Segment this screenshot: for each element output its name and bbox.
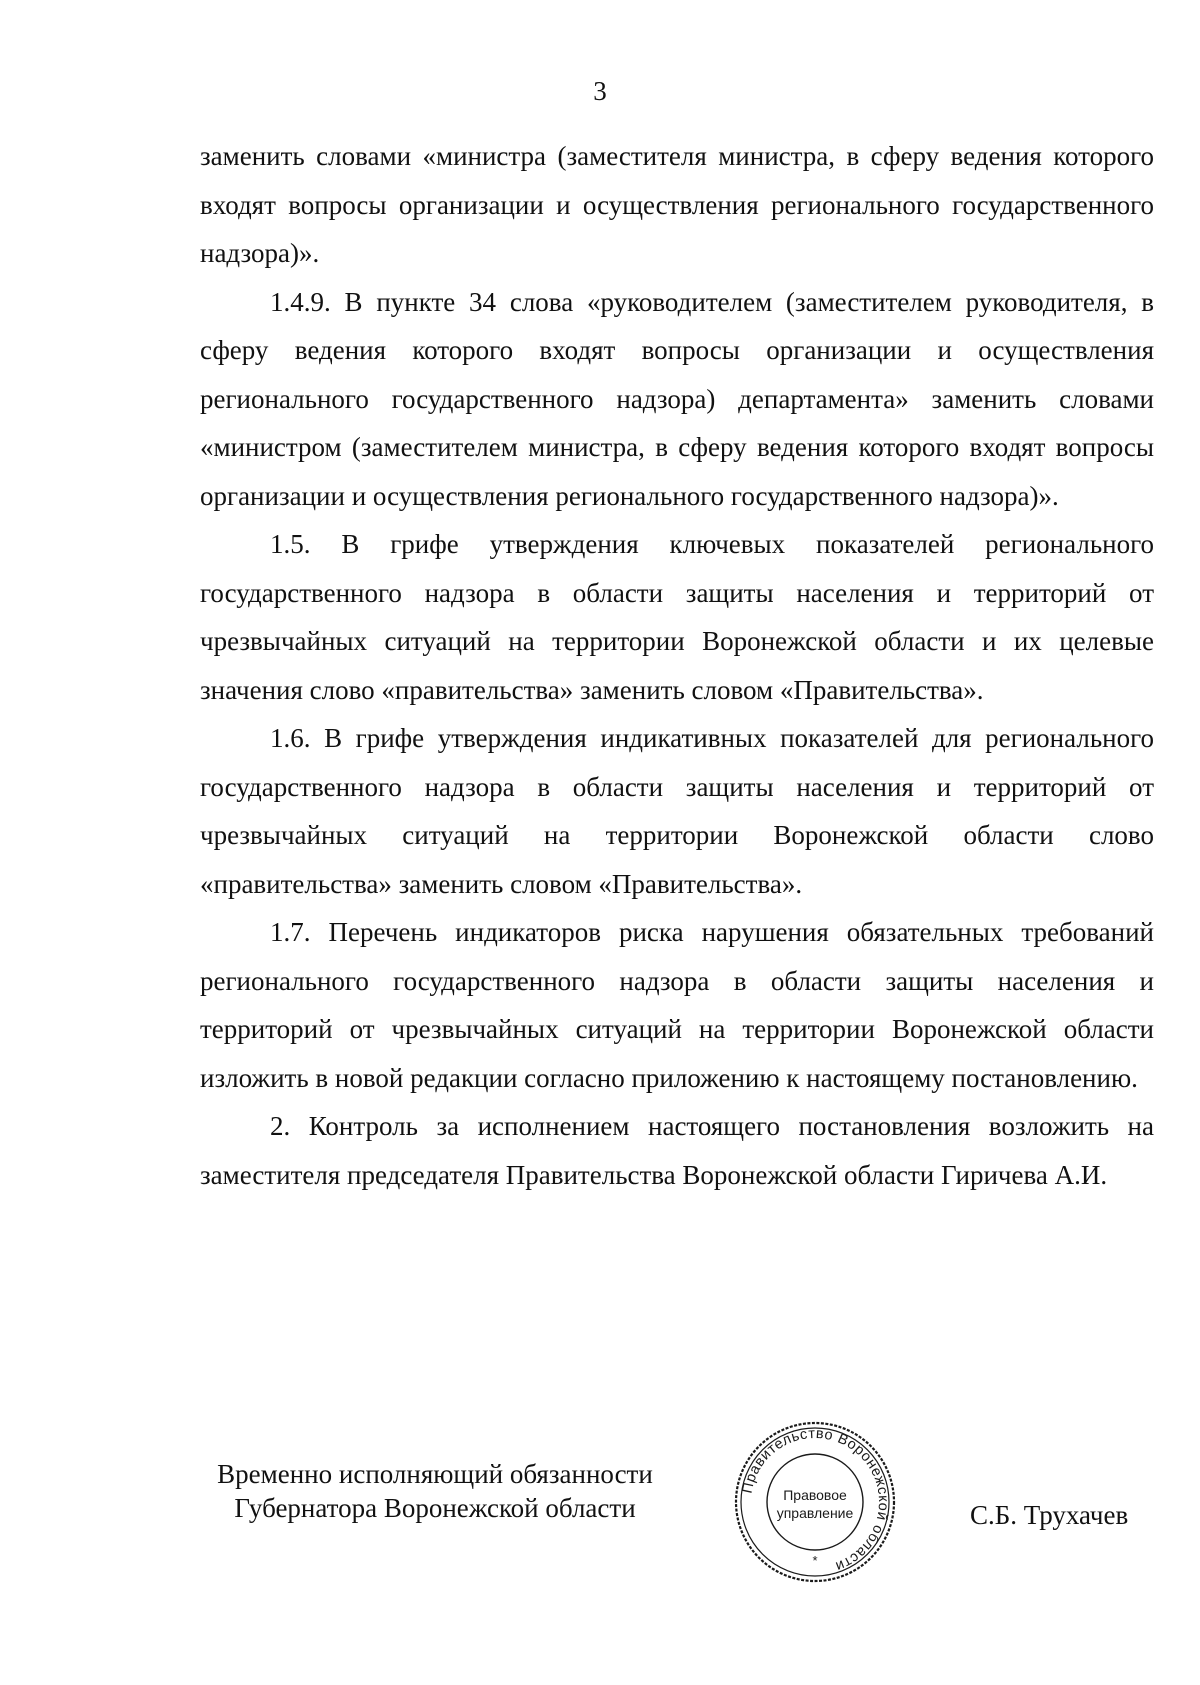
document-body xyxy=(200,132,1154,1199)
official-stamp xyxy=(733,1420,897,1584)
paragraph-1-4-9: 1.4.9. В пункте 34 слова «руководителем (заместителем руководителя, в сферу ведения которого входят вопросы организации и осуществления регионального государственного надзора) департамента» заменить словами «министром (заместителем министра, в сферу ведения которого входят вопросы организации и осуществления регионального государственного надзора)». xyxy=(200,286,1154,511)
paragraph-continuation: заменить словами «министра (заместителя министра, в сферу ведения которого входят вопросы организации и осуществления регионального государственного надзора)». xyxy=(200,141,1154,268)
signatory-name: С.Б. Трухачев xyxy=(970,1500,1129,1530)
page-number: 3 xyxy=(593,76,607,106)
signatory-position-line-1: Временно исполняющий обязанности xyxy=(217,1459,653,1489)
paragraph-1-7: 1.7. Перечень индикаторов риска нарушения обязательных требований регионального государственного надзора в области защиты населения и территорий от чрезвычайных ситуаций на территории Воронежской области изложить в новой редакции согласно приложению к настоящему постановлению. xyxy=(200,917,1154,1093)
signatory-position xyxy=(200,1457,670,1525)
stamp-star: * xyxy=(812,1553,818,1568)
paragraph-2: 2. Контроль за исполнением настоящего постановления возложить на заместителя председателя Правительства Воронежской области Гиричева А.И. xyxy=(200,1111,1154,1190)
signatory-position-line-2: Губернатора Воронежской области xyxy=(234,1493,636,1523)
stamp-ring-text: Правительство Воронежской области xyxy=(739,1425,892,1575)
paragraph-1-5: 1.5. В грифе утверждения ключевых показателей регионального государственного надзора в области защиты населения и территорий от чрезвычайных ситуаций на территории Воронежской области и их целевые значения слово «правительства» заменить словом «Правительства». xyxy=(200,529,1154,705)
stamp-center-line-1: Правовое xyxy=(783,1487,847,1503)
paragraph-1-6: 1.6. В грифе утверждения индикативных показателей для регионального государственного надзора в области защиты населения и территорий от чрезвычайных ситуаций на территории Воронежской области слово «правительства» заменить словом «Правительства». xyxy=(200,723,1154,899)
stamp-center-line-2: управление xyxy=(776,1505,854,1521)
